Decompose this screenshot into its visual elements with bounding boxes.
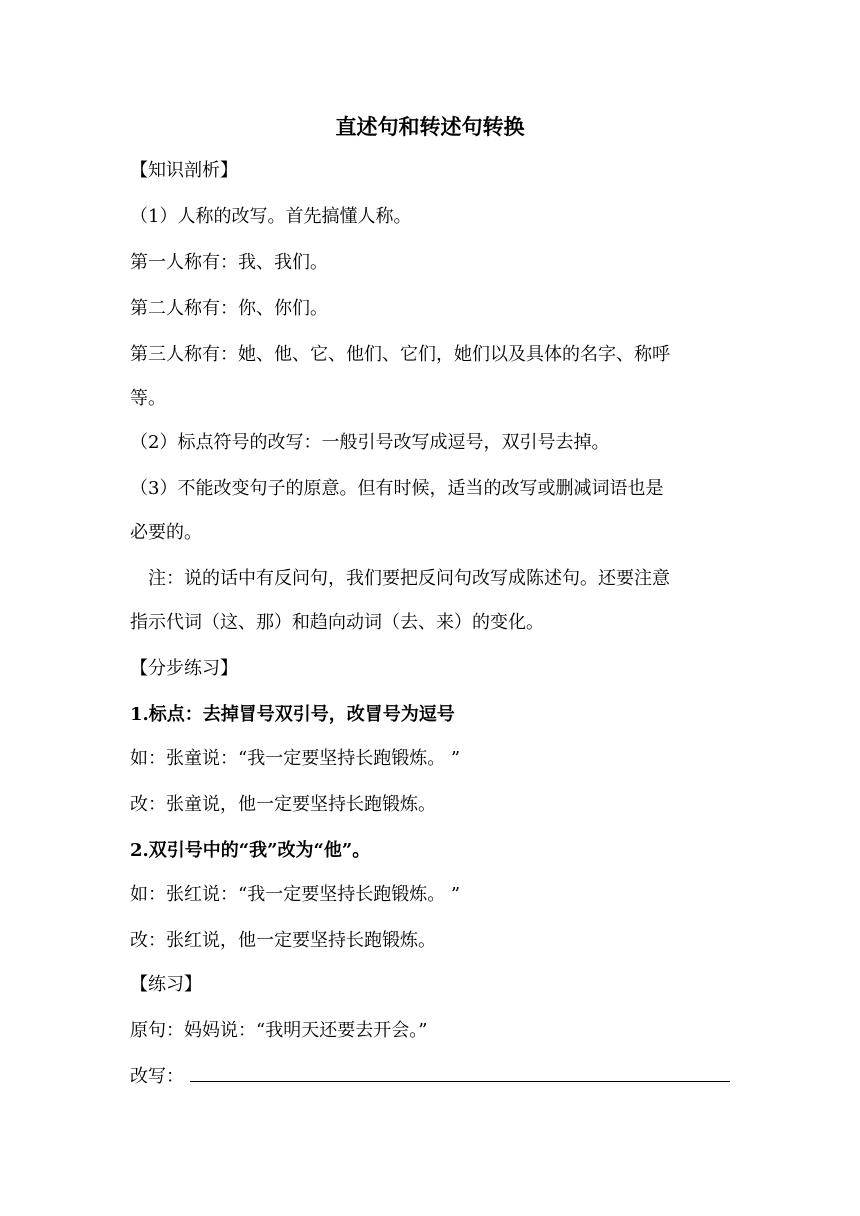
third-person-line: 第三人称有：她、他、它、他们、它们，她们以及具体的名字、称呼 [130,344,670,365]
step-2-heading: 2.双引号中的“我”改为“他”。 [130,840,371,861]
section-heading-knowledge: 【知识剖析】 [130,160,238,181]
step-1-heading: 1.标点：去掉冒号双引号，改冒号为逗号 [130,704,455,725]
practice-original-sentence: 原句：妈妈说：“我明天还要去开会。” [130,1020,428,1041]
point-1-person-change: （1）人称的改写。首先搞懂人称。 [130,206,412,227]
note-line-continued: 指示代词（这、那）和趋向动词（去、来）的变化。 [130,612,544,633]
note-line: 注：说的话中有反问句，我们要把反问句改写成陈述句。还要注意 [148,568,670,589]
first-person-line: 第一人称有：我、我们。 [130,252,328,273]
practice-rewrite-row [130,1064,730,1090]
step-2-rewrite: 改：张红说，他一定要坚持长跑锻炼。 [130,930,436,951]
section-heading-practice: 【练习】 [130,974,202,995]
step-1-example: 如：张童说：“我一定要坚持长跑锻炼。 ” [130,748,461,769]
answer-blank-line[interactable] [190,1081,730,1082]
third-person-line-continued: 等。 [130,388,166,409]
point-3-meaning-continued: 必要的。 [130,522,202,543]
page-title: 直述句和转述句转换 [335,114,525,139]
section-heading-steps: 【分步练习】 [130,658,238,679]
step-1-rewrite: 改：张童说，他一定要坚持长跑锻炼。 [130,794,436,815]
point-2-punctuation: （2）标点符号的改写：一般引号改写成逗号，双引号去掉。 [130,432,610,453]
step-2-example: 如：张红说：“我一定要坚持长跑锻炼。 ” [130,884,461,905]
practice-rewrite-label: 改写： [130,1066,184,1087]
point-3-meaning: （3）不能改变句子的原意。但有时候，适当的改写或删减词语也是 [130,478,664,499]
second-person-line: 第二人称有：你、你们。 [130,298,328,319]
